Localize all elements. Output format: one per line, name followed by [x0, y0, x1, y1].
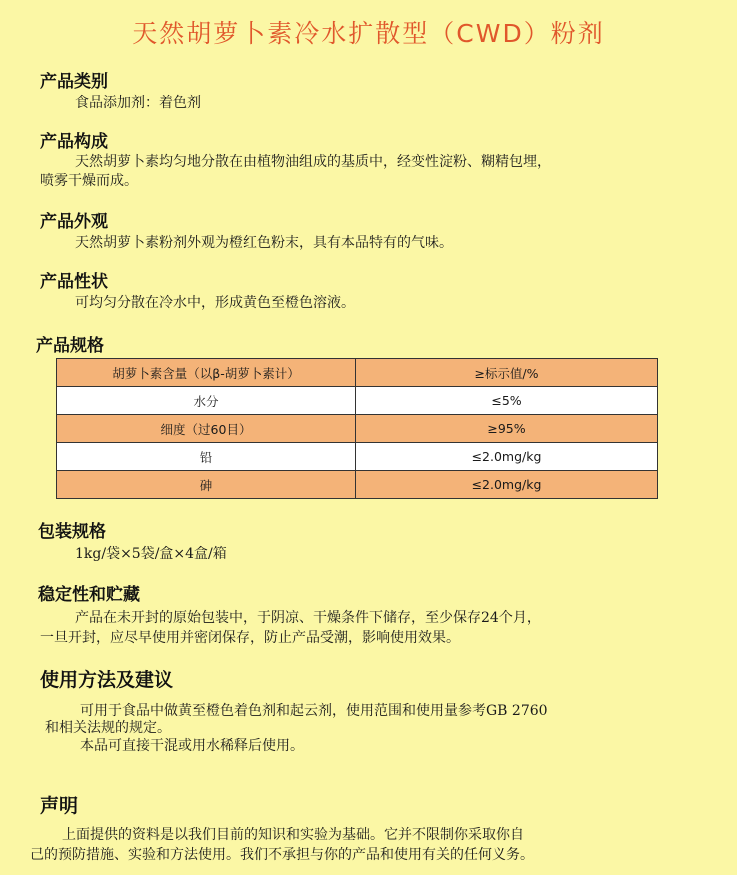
page-title: 天然胡萝卜素冷水扩散型（CWD）粉剂: [132, 19, 605, 48]
table-row: [57, 387, 658, 415]
usage-line-1: 可用于食品中做黄至橙色着色剂和起云剂，使用范围和使用量参考GB 2760: [80, 703, 548, 719]
appearance-heading: 产品外观: [40, 212, 108, 232]
packaging-text: 1kg/袋×5袋/盒×4盒/箱: [75, 546, 227, 562]
table-cell: 胡萝卜素含量（以β-胡萝卜素计）: [57, 359, 356, 387]
usage-heading: 使用方法及建议: [40, 669, 174, 691]
table-cell: 铅: [57, 443, 356, 471]
composition-heading: 产品构成: [40, 132, 108, 152]
table-row: [57, 415, 658, 443]
table-cell: ≥95%: [356, 415, 658, 443]
statement-line-2: 己的预防措施、实验和方法使用。我们不承担与你的产品和使用有关的任何义务。: [30, 847, 534, 863]
composition-line-2: 喷雾干燥而成。: [40, 173, 138, 189]
appearance-text: 天然胡萝卜素粉剂外观为橙红色粉末，具有本品特有的气味。: [75, 235, 453, 251]
table-cell: ≤2.0mg/kg: [356, 443, 658, 471]
usage-line-3: 本品可直接干混或用水稀释后使用。: [80, 738, 304, 754]
packaging-heading: 包装规格: [38, 522, 106, 542]
category-heading: 产品类别: [40, 72, 108, 92]
table-cell: ≥标示值/%: [356, 359, 658, 387]
properties-text: 可均匀分散在冷水中，形成黄色至橙色溶液。: [75, 295, 355, 311]
storage-heading: 稳定性和贮藏: [38, 585, 140, 605]
table-row: [57, 443, 658, 471]
table-cell: 细度（过60目）: [57, 415, 356, 443]
table-cell: ≤2.0mg/kg: [356, 471, 658, 499]
statement-line-1: 上面提供的资料是以我们目前的知识和实验为基础。它并不限制你采取你自: [62, 827, 524, 843]
specification-table: [56, 358, 658, 499]
specification-heading: 产品规格: [36, 336, 104, 356]
storage-line-1: 产品在未开封的原始包装中，于阴凉、干燥条件下储存，至少保存24个月，: [75, 610, 541, 626]
usage-line-2: 和相关法规的规定。: [45, 720, 171, 736]
composition-line-1: 天然胡萝卜素均匀地分散在由植物油组成的基质中，经变性淀粉、糊精包埋，: [75, 154, 551, 170]
category-text: 食品添加剂：着色剂: [75, 95, 201, 111]
storage-line-2: 一旦开封，应尽早使用并密闭保存，防止产品受潮，影响使用效果。: [40, 630, 460, 646]
table-cell: ≤5%: [356, 387, 658, 415]
table-cell: 水分: [57, 387, 356, 415]
table-cell: 砷: [57, 471, 356, 499]
table-row: [57, 359, 658, 387]
statement-heading: 声明: [40, 795, 79, 817]
properties-heading: 产品性状: [40, 272, 108, 292]
table-row: [57, 471, 658, 499]
